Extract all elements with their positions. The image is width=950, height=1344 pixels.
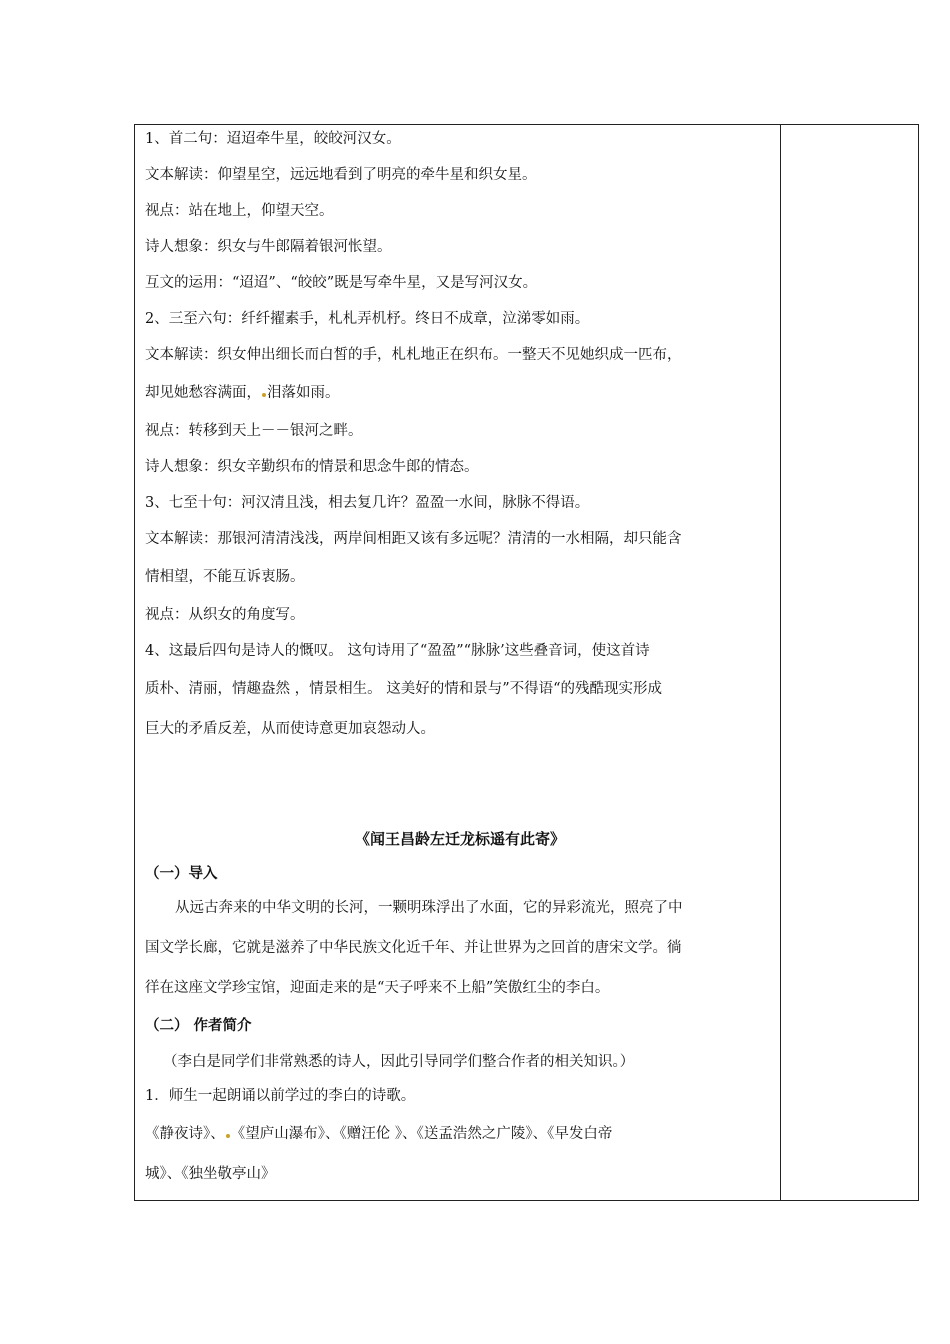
section-heading: （二） 作者简介 xyxy=(145,1018,252,1034)
text-line: 文本解读：仰望星空，远远地看到了明亮的牵牛星和织女星。 xyxy=(145,167,537,183)
text-line: 视点：转移到天上－－银河之畔。 xyxy=(145,423,363,439)
section-heading: （一）导入 xyxy=(145,866,218,882)
text-line: 诗人想象：织女与牛郎隔着银河怅望。 xyxy=(145,239,392,255)
dot-mark xyxy=(262,393,266,397)
text-line: 1、首二句：迢迢牵牛星，皎皎河汉女。 xyxy=(145,131,401,147)
text-line: 情相望，不能互诉衷肠。 xyxy=(145,569,305,585)
text-fragment: 《静夜诗》、 xyxy=(145,1126,225,1142)
text-line: 互文的运用：“迢迢”、“皎皎”既是写牵牛星，又是写河汉女。 xyxy=(145,275,538,291)
text-line: 从远古奔来的中华文明的长河，一颗明珠浮出了水面，它的异彩流光，照亮了中 xyxy=(175,900,683,916)
text-line: 文本解读：那银河清清浅浅，两岸间相距又该有多远呢？清清的一水相隔，却只能含 xyxy=(145,531,682,547)
text-line: 4、这最后四句是诗人的慨叹。 这句诗用了“盈盈”“脉脉’这些叠音词，使这首诗 xyxy=(145,643,650,659)
poem-title: 《闻王昌龄左迁龙标遥有此寄》 xyxy=(354,830,565,848)
text-fragment: 《望庐山瀑布》、《赠汪伦 》、《送孟浩然之广陵》、《早发白帝 xyxy=(230,1126,613,1142)
text-line: （李白是同学们非常熟悉的诗人，因此引导同学们整合作者的相关知识。） xyxy=(163,1054,635,1070)
text-line: 巨大的矛盾反差，从而使诗意更加哀怨动人。 xyxy=(145,721,435,737)
column-divider xyxy=(780,124,781,1201)
text-line: 2、三至六句：纤纤擢素手，札札弄机杼。终日不成章，泣涕零如雨。 xyxy=(145,311,590,327)
text-line: 视点：站在地上，仰望天空。 xyxy=(145,203,334,219)
text-line: 1．师生一起朗诵以前学过的李白的诗歌。 xyxy=(145,1088,416,1104)
text-line: 徉在这座文学珍宝馆，迎面走来的是“天子呼来不上船”笑傲红尘的李白。 xyxy=(145,980,610,996)
text-line: 城》、《独坐敬亭山》 xyxy=(145,1166,276,1182)
text-line: 3、七至十句：河汉清且浅，相去复几许？盈盈一水间，脉脉不得语。 xyxy=(145,495,590,511)
text-line: 视点：从织女的角度写。 xyxy=(145,607,305,623)
text-fragment: 泪落如雨。 xyxy=(267,385,340,401)
text-line xyxy=(145,1124,612,1144)
text-line: 文本解读：织女伸出细长而白皙的手，札札地正在织布。一整天不见她织成一匹布， xyxy=(145,347,682,363)
text-line xyxy=(145,383,340,403)
dot-mark xyxy=(226,1134,230,1138)
text-line: 质朴、清丽，情趣盎然 ，情景相生。 这美好的情和景与”不得语“的残酷现实形成 xyxy=(145,681,663,697)
text-fragment: 却见她愁容满面， xyxy=(145,385,261,401)
text-line: 国文学长廊，它就是滋养了中华民族文化近千年、并让世界为之回首的唐宋文学。徜 xyxy=(145,940,682,956)
text-line: 诗人想象：织女辛勤织布的情景和思念牛郎的情态。 xyxy=(145,459,479,475)
